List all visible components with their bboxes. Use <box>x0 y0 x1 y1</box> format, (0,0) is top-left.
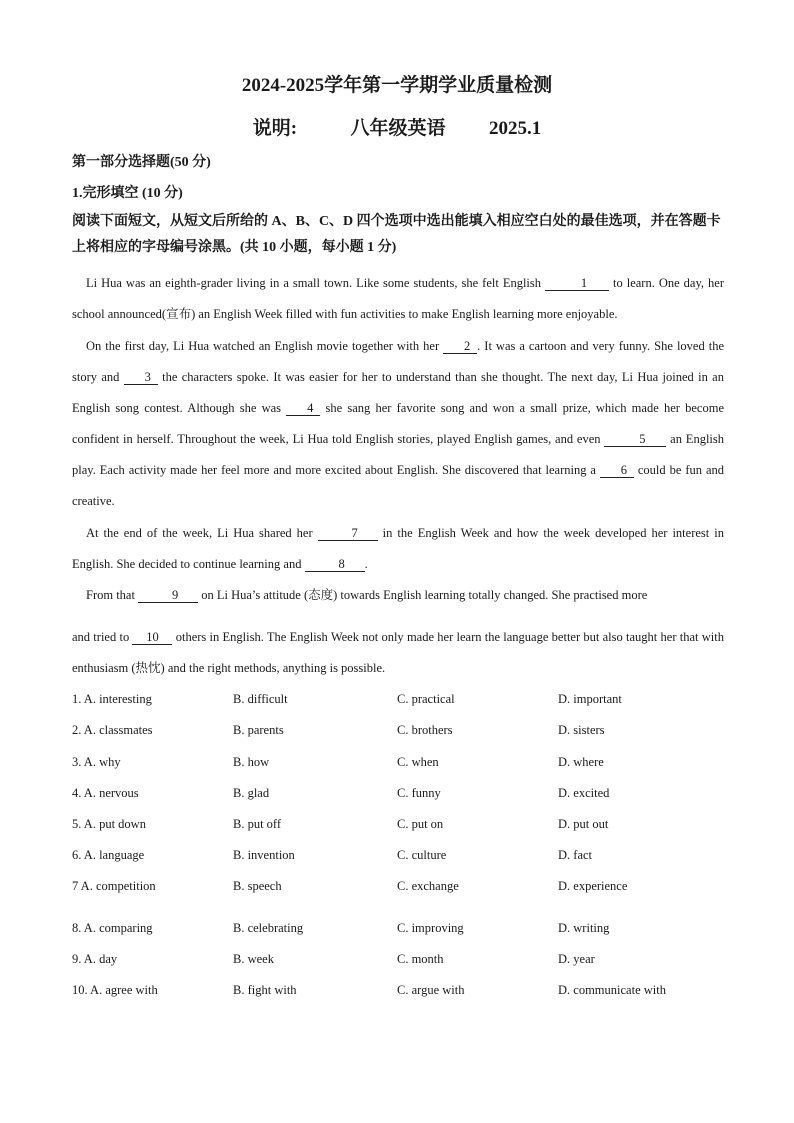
option-row-10 <box>72 983 724 1003</box>
blank-8: 8 <box>305 557 365 572</box>
option-a: 4. A. nervous <box>72 786 139 800</box>
option-row-1 <box>72 692 724 712</box>
option-b: B. invention <box>233 848 295 862</box>
option-d: D. sisters <box>558 723 605 737</box>
option-b: B. speech <box>233 879 282 893</box>
option-d: D. excited <box>558 786 610 800</box>
option-c: C. put on <box>397 817 444 831</box>
option-c: C. improving <box>397 921 464 935</box>
option-a: 7 A. competition <box>72 879 156 893</box>
subject-label: 八年级英语 <box>350 118 446 139</box>
option-b: B. put off <box>233 817 282 831</box>
option-b: B. celebrating <box>233 921 304 935</box>
blank-10: 10 <box>132 630 172 645</box>
note-label: 说明: <box>252 118 298 139</box>
passage-paragraph: From that 9 on Li Hua’s attitude (态度) towards English learning totally changed. She practised more <box>86 588 648 602</box>
option-d: D. communicate with <box>558 983 666 997</box>
option-c: C. month <box>397 952 444 966</box>
option-d: D. writing <box>558 921 610 935</box>
option-a: 1. A. interesting <box>72 692 152 706</box>
option-c: C. argue with <box>397 983 465 997</box>
blank-2: 2 <box>443 339 477 354</box>
blank-9: 9 <box>138 588 198 603</box>
exam-date: 2025.1 <box>489 118 542 139</box>
option-row-8 <box>72 921 724 941</box>
option-row-5 <box>72 817 724 837</box>
blank-6: 6 <box>600 463 634 478</box>
option-c: C. practical <box>397 692 455 706</box>
option-d: D. important <box>558 692 622 706</box>
option-row-4 <box>72 786 724 806</box>
option-row-6 <box>72 848 724 868</box>
exam-subtitle <box>0 113 794 140</box>
option-d: D. put out <box>558 817 609 831</box>
option-c: C. funny <box>397 786 441 800</box>
option-b: B. week <box>233 952 274 966</box>
option-d: D. where <box>558 755 604 769</box>
blank-5: 5 <box>604 432 666 447</box>
option-d: D. fact <box>558 848 593 862</box>
option-a: 5. A. put down <box>72 817 146 831</box>
option-b: B. fight with <box>233 983 297 997</box>
option-d: D. experience <box>558 879 628 893</box>
option-c: C. brothers <box>397 723 453 737</box>
option-a: 3. A. why <box>72 755 121 769</box>
option-d: D. year <box>558 952 595 966</box>
option-c: C. culture <box>397 848 447 862</box>
option-row-2 <box>72 723 724 743</box>
instructions: 阅读下面短文，从短文后所给的 A、B、C、D 四个选项中选出能填入相应空白处的最佳选项，并在答题卡上将相应的字母编号涂黑。(共 10 小题，每小题 1 分) <box>72 214 721 255</box>
option-a: 2. A. classmates <box>72 723 153 737</box>
blank-4: 4 <box>286 401 320 416</box>
passage-paragraph: Li Hua was an eighth-grader living in a small town. Like some students, she felt English 1 to learn. One day, her school announced(宣布) an English Week filled with fun activities to make English learning more enjoyable. <box>72 276 724 321</box>
blank-7: 7 <box>318 526 378 541</box>
option-a: 8. A. comparing <box>72 921 153 935</box>
part-heading: 第一部分选择题(50 分) <box>72 155 211 170</box>
exam-title: 2024-2025学年第一学期学业质量检测 <box>241 75 553 96</box>
option-c: C. when <box>397 755 439 769</box>
option-row-3 <box>72 755 724 775</box>
blank-3: 3 <box>124 370 158 385</box>
passage-paragraph: At the end of the week, Li Hua shared her 7 in the English Week and how the week developed her interest in English. She decided to continue learning and 8 . <box>72 526 724 571</box>
option-a: 10. A. agree with <box>72 983 158 997</box>
passage-paragraph: and tried to 10 others in English. The English Week not only made her learn the language better but also taught her that with enthusiasm (热忱) and the right methods, anything is possible. <box>72 630 724 675</box>
option-c: C. exchange <box>397 879 459 893</box>
option-b: B. parents <box>233 723 284 737</box>
option-row-7 <box>72 879 724 899</box>
option-b: B. glad <box>233 786 270 800</box>
option-a: 6. A. language <box>72 848 145 862</box>
passage-paragraph: On the first day, Li Hua watched an English movie together with her 2 . It was a cartoon and very funny. She loved the story and 3 the characters spoke. It was easier for her to understand than she thought. The next day, Li Hua joined in an English song contest. Although she was 4 she sang her favorite song and won a small prize, which made her become confident in herself. Throughout the week, Li Hua told English stories, played English games, and even 5 an English play. Each activity made her feel more and more excited about English. She discovered that learning a 6 could be fun and creative. <box>72 339 724 508</box>
option-a: 9. A. day <box>72 952 118 966</box>
option-b: B. difficult <box>233 692 288 706</box>
option-row-9 <box>72 952 724 972</box>
option-b: B. how <box>233 755 270 769</box>
cloze-heading: 1.完形填空 (10 分) <box>72 186 183 201</box>
blank-1: 1 <box>545 276 609 291</box>
